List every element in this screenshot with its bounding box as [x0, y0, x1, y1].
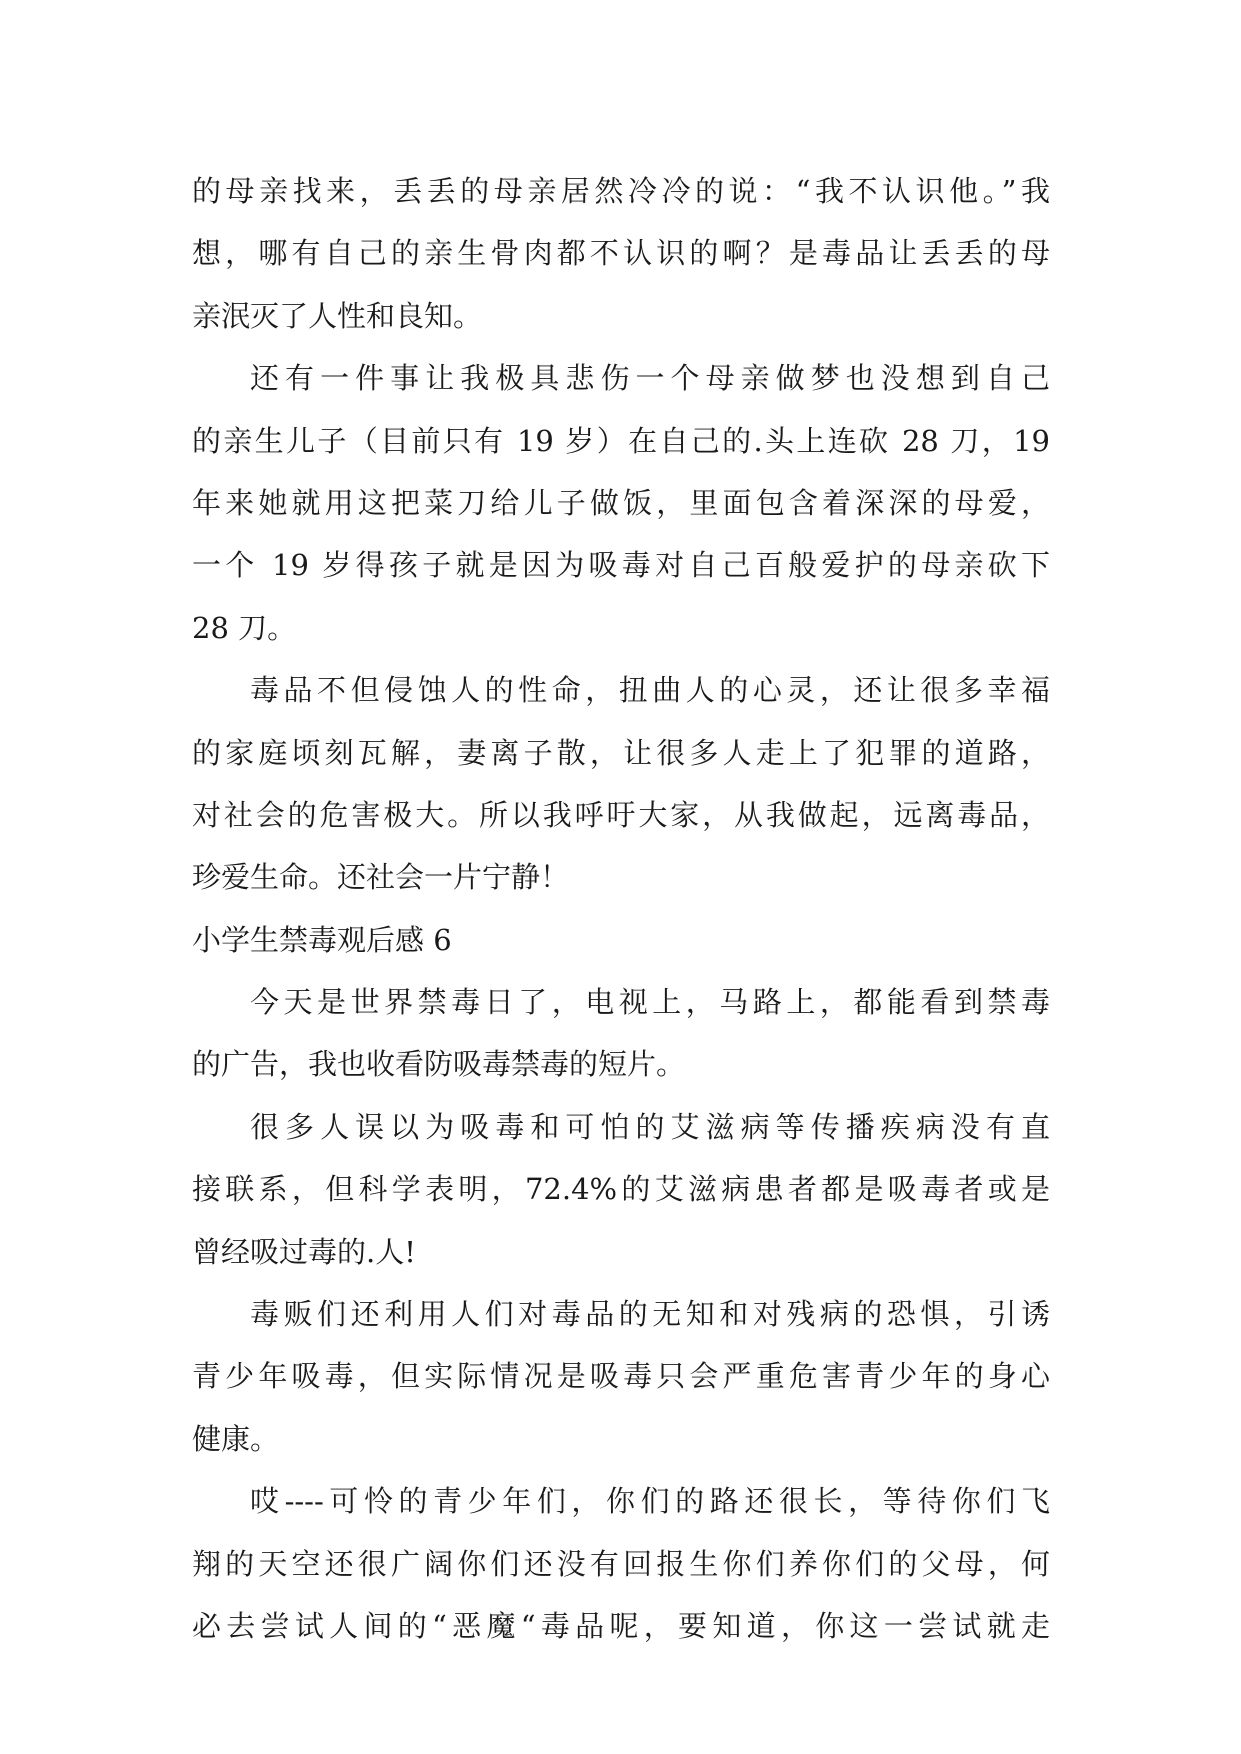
text-line: 健康。 [192, 1421, 280, 1456]
text-line: 28 刀。 [192, 610, 297, 645]
text-line: 的母亲找来，丢丢的母亲居然冷冷的说：“我不认识他。”我 [192, 174, 1050, 208]
paragraph-first-line: 还有一件事让我极具悲伤一个母亲做梦也没想到自己 [250, 361, 1050, 396]
text-line: 亲泯灭了人性和良知。 [192, 298, 483, 333]
paragraph-first-line: 毒贩们还利用人们对毒品的无知和对残病的恐惧，引诱 [250, 1297, 1050, 1332]
text-line: 年来她就用这把菜刀给儿子做饭，里面包含着深深的母爱， [192, 485, 1050, 520]
text-line: 珍爱生命。还社会一片宁静！ [192, 860, 570, 895]
text-line: 青少年吸毒，但实际情况是吸毒只会严重危害青少年的身心 [192, 1359, 1050, 1394]
paragraph-first-line: 很多人误以为吸毒和可怕的艾滋病等传播疾病没有直 [250, 1109, 1050, 1144]
text-line: 的广告，我也收看防吸毒禁毒的短片。 [192, 1047, 686, 1082]
text-line: 想，哪有自己的亲生骨肉都不认识的啊？是毒品让丢丢的母 [192, 236, 1050, 271]
text-line: 一个 19 岁得孩子就是因为吸毒对自己百般爱护的母亲砍下 [192, 548, 1050, 583]
text-line: 对社会的危害极大。所以我呼吁大家，从我做起，远离毒品， [192, 797, 1050, 832]
paragraph-first-line: 哎----可怜的青少年们，你们的路还很长，等待你们飞 [250, 1484, 1050, 1519]
text-line: 接联系，但科学表明，72.4%的艾滋病患者都是吸毒者或是 [192, 1172, 1050, 1207]
text-line: 翔的天空还很广阔你们还没有回报生你们养你们的父母，何 [192, 1546, 1050, 1581]
text-line: 曾经吸过毒的.人! [192, 1234, 416, 1269]
paragraph-first-line: 今天是世界禁毒日了，电视上，马路上，都能看到禁毒 [250, 985, 1050, 1020]
paragraph-first-line: 毒品不但侵蚀人的性命，扭曲人的心灵，还让很多幸福 [250, 673, 1050, 708]
text-line: 的家庭顷刻瓦解，妻离子散，让很多人走上了犯罪的道路， [192, 735, 1050, 770]
section-heading: 小学生禁毒观后感 6 [192, 922, 452, 957]
text-line: 的亲生儿子（目前只有 19 岁）在自己的.头上连砍 28 刀，19 [192, 423, 1050, 458]
document-body [192, 160, 1050, 1657]
text-line: 必去尝试人间的“恶魔“毒品呢，要知道，你这一尝试就走 [192, 1608, 1050, 1643]
